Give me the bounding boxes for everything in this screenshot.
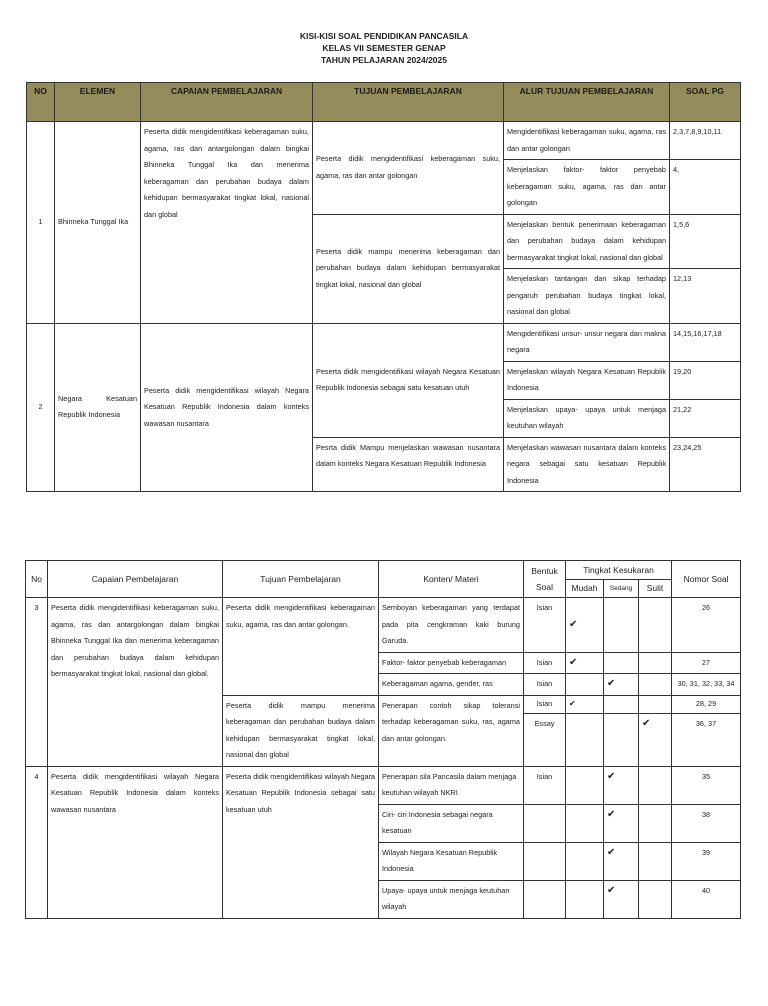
row-konten: Penerapan contoh sikap toleransi terhadap keberagaman suku, ras, agama dan antar golongan. bbox=[379, 695, 524, 766]
row-alur: Menjelaskan bentuk penerimaan keberagaman dan perubahan budaya dalam kehidupan bermasyarakat tingkat lokal, nasional dan global bbox=[504, 214, 670, 269]
row-soal: 12,13 bbox=[670, 269, 741, 324]
row-alur: Menjelaskan wilayah Negara Kesatuan Republik Indonesia bbox=[504, 361, 670, 399]
check-icon: ✔ bbox=[604, 842, 639, 880]
table2-header-row bbox=[26, 561, 741, 580]
row-konten: Wilayah Negara Kesatuan Republik Indonesia bbox=[379, 842, 524, 880]
row-no: 2 bbox=[27, 323, 55, 492]
row-soal: 4, bbox=[670, 160, 741, 215]
row-alur: Menjelaskan tantangan dan sikap terhadap pengaruh perubahan budaya tingkat lokal, nasional dan global bbox=[504, 269, 670, 324]
row-elemen: Negara Kesatuan Republik Indonesia bbox=[55, 323, 141, 492]
row-alur: Mengidentifikasi keberagaman suku, agama, ras dan antar golongan bbox=[504, 122, 670, 160]
header-alur: ALUR TUJUAN PEMBELAJARAN bbox=[504, 83, 670, 122]
row-nomor: 39 bbox=[672, 842, 741, 880]
row-bentuk bbox=[524, 842, 566, 880]
check-icon: ✔ bbox=[604, 804, 639, 842]
table-row bbox=[26, 766, 741, 804]
row-capaian: Peserta didik mengidentifikasi keberagaman suku, agama, ras dan antargolongan dalam bingkai Bhinneka Tunggal Ika dan menerima keberagaman dan perubahan budaya dalam kehidupan bermasyarakat tingkat lokal, nasional dan global. bbox=[48, 598, 223, 767]
row-tujuan: Pesrta didik Mampu menjelaskan wawasan nusantara dalam konteks Negara Kesatuan Republik Indonesia bbox=[313, 437, 504, 492]
header-bentuk-soal: Bentuk Soal bbox=[524, 561, 566, 598]
header-capaian: Capaian Pembelajaran bbox=[48, 561, 223, 598]
row-bentuk: Isian bbox=[524, 652, 566, 674]
row-no: 3 bbox=[26, 598, 48, 767]
check-icon: ✔ bbox=[566, 598, 604, 653]
row-nomor: 27 bbox=[672, 652, 741, 674]
row-konten: Keberagaman agama, gender, ras bbox=[379, 674, 524, 696]
row-konten: Ciri- ciri Indonesia sebagai negara kesatuan bbox=[379, 804, 524, 842]
check-icon: ✔ bbox=[639, 713, 672, 766]
row-nomor: 26 bbox=[672, 598, 741, 653]
header-konten: Konten/ Materi bbox=[379, 561, 524, 598]
doc-title-line3: TAHUN PELAJARAN 2024/2025 bbox=[321, 55, 447, 65]
header-capaian: CAPAIAN PEMBELAJARAN bbox=[141, 83, 313, 122]
row-bentuk: Essay bbox=[524, 713, 566, 766]
row-konten: Penerapan sila Pancasila dalam menjaga keutuhan wilayah NKRI bbox=[379, 766, 524, 804]
header-tingkat-kesukaran: Tingkat Kesukaran bbox=[566, 561, 672, 580]
row-bentuk: Isian bbox=[524, 766, 566, 804]
kisi-kisi-table bbox=[26, 82, 741, 492]
row-elemen: Bhinneka Tunggal Ika bbox=[55, 122, 141, 324]
header-mudah: Mudah bbox=[566, 579, 604, 598]
check-icon: ✔ bbox=[604, 880, 639, 918]
doc-title-line1: KISI-KISI SOAL PENDIDIKAN PANCASILA bbox=[299, 31, 469, 41]
table-row bbox=[27, 122, 741, 160]
row-bentuk: Isian bbox=[524, 598, 566, 653]
row-no: 4 bbox=[26, 766, 48, 918]
row-nomor: 38 bbox=[672, 804, 741, 842]
row-tujuan: Peserta didik mengidentifikasi keberagaman suku, agama, ras dan antar golongan. bbox=[223, 598, 379, 696]
soal-detail-table bbox=[25, 560, 741, 919]
row-tujuan: Peserta didik mengidentifikasi wilayah Negara Kesatuan Republik Indonesia sebagai satu kesatuan utuh bbox=[313, 323, 504, 437]
check-icon: ✔ bbox=[566, 695, 604, 713]
header-tujuan: Tujuan Pembelajaran bbox=[223, 561, 379, 598]
row-alur: Mengidentifikasi unsur- unsur negara dan makna negara bbox=[504, 323, 670, 361]
row-tujuan: Peserta didik mengidentifikasi keberagaman suku, agama, ras dan antar golongan bbox=[313, 122, 504, 215]
row-capaian: Peserta didik mengidentifikasi wilayah Negara Kesatuan Republik Indonesia dalam konteks wawasan nusantara bbox=[141, 323, 313, 492]
header-tujuan: TUJUAN PEMBELAJARAN bbox=[313, 83, 504, 122]
header-no: No bbox=[26, 561, 48, 598]
row-nomor: 35 bbox=[672, 766, 741, 804]
row-alur: Menjelaskan wawasan nusantara dalam konteks negara sebagai satu kesatuan Republik Indonesia bbox=[504, 437, 670, 492]
row-tujuan: Peserta didik mampu menerima keberagaman dan perubahan budaya dalam kehidupan bermasyarakat tingkat lokal, nasional dan global bbox=[223, 695, 379, 766]
table-row bbox=[27, 323, 741, 361]
row-no: 1 bbox=[27, 122, 55, 324]
check-icon: ✔ bbox=[604, 674, 639, 696]
row-konten: Semboyan keberagaman yang terdapat pada pita cengkraman kaki burung Garuda. bbox=[379, 598, 524, 653]
header-no: NO bbox=[27, 83, 55, 122]
row-alur: Menjelaskan upaya- upaya untuk menjaga keutuhan wilayah bbox=[504, 399, 670, 437]
row-bentuk: Isian bbox=[524, 695, 566, 713]
header-elemen: ELEMEN bbox=[55, 83, 141, 122]
row-soal: 21,22 bbox=[670, 399, 741, 437]
row-konten: Faktor- faktor penyebab keberagaman bbox=[379, 652, 524, 674]
header-sedang: Sedang bbox=[604, 579, 639, 598]
doc-title-line2: KELAS VII SEMESTER GENAP bbox=[322, 43, 446, 53]
row-alur: Menjelaskan faktor- faktor penyebab keberagaman suku, agama, ras dan antar golongan bbox=[504, 160, 670, 215]
table-header-row bbox=[27, 83, 741, 122]
row-bentuk bbox=[524, 880, 566, 918]
row-nomor: 28, 29 bbox=[672, 695, 741, 713]
row-konten: Upaya- upaya untuk menjaga keutuhan wilayah bbox=[379, 880, 524, 918]
header-nomor-soal: Nomor Soal bbox=[672, 561, 741, 598]
row-tujuan: Peserta didik mengidentifikasi wilayah Negara Kesatuan Republik Indonesia sebagai satu kesatuan utuh bbox=[223, 766, 379, 918]
row-soal: 23,24,25 bbox=[670, 437, 741, 492]
row-nomor: 36, 37 bbox=[672, 713, 741, 766]
row-bentuk bbox=[524, 804, 566, 842]
row-soal: 2,3,7,8,9,10,11 bbox=[670, 122, 741, 160]
row-bentuk: Isian bbox=[524, 674, 566, 696]
check-icon: ✔ bbox=[604, 766, 639, 804]
header-soal-pg: SOAL PG bbox=[670, 83, 741, 122]
row-soal: 1,5,6 bbox=[670, 214, 741, 269]
row-nomor: 40 bbox=[672, 880, 741, 918]
row-soal: 14,15,16,17,18 bbox=[670, 323, 741, 361]
row-tujuan: Peserta didik mampu menerima keberagaman dan perubahan budaya dalam kehidupan bermasyarakat tingkat lokal, nasional dan global bbox=[313, 214, 504, 323]
row-nomor: 30, 31, 32, 33, 34 bbox=[672, 674, 741, 696]
row-capaian: Peserta didik mengidentifikasi wilayah Negara Kesatuan Republik Indonesia dalam konteks wawasan nusantara bbox=[48, 766, 223, 918]
row-capaian: Peserta didik mengidentifikasi keberagaman suku, agama, ras dan antargolongan dalam bingkai Bhinneka Tunggal Ika dan menerima keberagaman dan perubahan budaya dalam kehidupan bermasyarakat tingkat lokal, nasional dan global bbox=[141, 122, 313, 324]
check-icon: ✔ bbox=[566, 652, 604, 674]
row-soal: 19,20 bbox=[670, 361, 741, 399]
header-sulit: Sulit bbox=[639, 579, 672, 598]
table-row bbox=[26, 598, 741, 653]
